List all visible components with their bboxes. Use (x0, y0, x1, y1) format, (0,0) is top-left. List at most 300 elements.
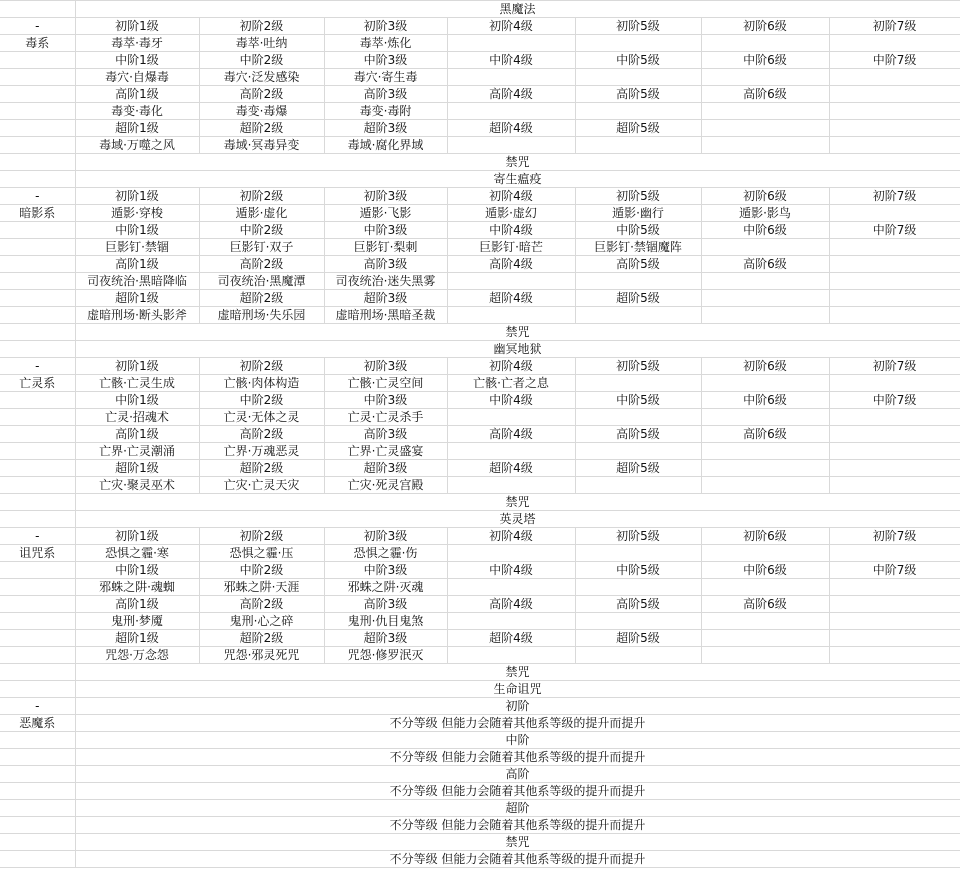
level-cell[interactable]: 初阶7级 (829, 528, 960, 545)
forbidden-label[interactable]: 禁咒 (75, 324, 960, 341)
level-cell[interactable]: 中阶2级 (199, 562, 324, 579)
spell-cell[interactable]: 咒怨·修罗泯灭 (324, 647, 447, 664)
spell-cell[interactable] (829, 137, 960, 154)
spell-cell[interactable] (447, 613, 575, 630)
spell-cell[interactable]: 恐惧之霾·伤 (324, 545, 447, 562)
cell-blank[interactable] (0, 579, 75, 596)
level-cell[interactable]: 中阶4级 (447, 222, 575, 239)
cell-blank[interactable] (0, 426, 75, 443)
level-cell[interactable]: 高阶2级 (199, 426, 324, 443)
spell-cell[interactable]: 遁影·影鸟 (701, 205, 829, 222)
section-name[interactable]: 诅咒系 (0, 545, 75, 562)
cell-blank[interactable] (0, 766, 75, 783)
forbidden-spell-name[interactable]: 生命诅咒 (75, 681, 960, 698)
level-cell[interactable]: 初阶6级 (701, 18, 829, 35)
spell-cell[interactable]: 巨影钉·禁锢魔阵 (575, 239, 701, 256)
spell-cell[interactable]: 恐惧之霾·寒 (75, 545, 199, 562)
spell-cell[interactable] (829, 205, 960, 222)
level-cell[interactable]: 超阶1级 (75, 460, 199, 477)
cell-blank[interactable] (0, 800, 75, 817)
level-row (0, 18, 960, 35)
level-cell[interactable]: 超阶3级 (324, 290, 447, 307)
spell-cell[interactable]: 毒萃·炼化 (324, 35, 447, 52)
level-cell[interactable]: 超阶4级 (447, 630, 575, 647)
level-cell[interactable] (701, 290, 829, 307)
spell-cell[interactable]: 邪蛛之阱·灭魂 (324, 579, 447, 596)
demon-tier-label[interactable]: 中阶 (75, 732, 960, 749)
level-cell[interactable]: 高阶3级 (324, 596, 447, 613)
spell-cell[interactable] (701, 103, 829, 120)
section-marker[interactable]: - (0, 528, 75, 545)
cell-blank[interactable] (0, 732, 75, 749)
spell-cell[interactable]: 毒萃·吐纳 (199, 35, 324, 52)
cell-blank[interactable] (0, 681, 75, 698)
cell-blank[interactable] (0, 460, 75, 477)
level-cell[interactable]: 高阶3级 (324, 426, 447, 443)
cell-blank[interactable] (0, 494, 75, 511)
cell-blank[interactable] (0, 103, 75, 120)
sheet-title[interactable]: 黑魔法 (75, 1, 960, 18)
spell-cell[interactable] (701, 307, 829, 324)
level-cell[interactable]: 超阶4级 (447, 460, 575, 477)
spell-cell[interactable] (701, 69, 829, 86)
spell-cell[interactable]: 亡骸·亡灵生成 (75, 375, 199, 392)
level-cell[interactable]: 中阶4级 (447, 562, 575, 579)
spell-cell[interactable]: 毒萃·毒牙 (75, 35, 199, 52)
section-name[interactable]: 恶魔系 (0, 715, 75, 732)
spell-cell[interactable] (575, 35, 701, 52)
spell-cell[interactable] (575, 375, 701, 392)
cell-blank[interactable] (0, 613, 75, 630)
level-cell[interactable]: 初阶7级 (829, 188, 960, 205)
level-cell[interactable]: 初阶2级 (199, 188, 324, 205)
level-cell[interactable] (701, 120, 829, 137)
level-cell[interactable]: 高阶1级 (75, 86, 199, 103)
level-cell[interactable] (829, 630, 960, 647)
spell-cell[interactable] (447, 409, 575, 426)
level-cell[interactable]: 高阶4级 (447, 86, 575, 103)
level-cell[interactable]: 中阶2级 (199, 392, 324, 409)
demon-tier-note[interactable]: 不分等级 但能力会随着其他系等级的提升而提升 (75, 851, 960, 868)
section-name[interactable]: 亡灵系 (0, 375, 75, 392)
level-cell[interactable]: 初阶2级 (199, 528, 324, 545)
spell-cell[interactable]: 毒穴·寄生毒 (324, 69, 447, 86)
level-cell[interactable]: 初阶5级 (575, 188, 701, 205)
level-cell[interactable] (829, 460, 960, 477)
spell-cell[interactable] (701, 137, 829, 154)
spell-cell[interactable]: 巨影钉·暗芒 (447, 239, 575, 256)
spell-cell[interactable]: 鬼刑·仇目鬼煞 (324, 613, 447, 630)
cell-blank[interactable] (0, 596, 75, 613)
level-cell[interactable]: 初阶1级 (75, 528, 199, 545)
level-cell[interactable] (829, 426, 960, 443)
spell-cell[interactable]: 亡骸·亡者之息 (447, 375, 575, 392)
spell-cell[interactable] (447, 647, 575, 664)
level-cell[interactable]: 高阶4级 (447, 596, 575, 613)
level-cell[interactable]: 中阶6级 (701, 52, 829, 69)
cell-blank[interactable] (0, 392, 75, 409)
level-cell[interactable]: 中阶6级 (701, 562, 829, 579)
spell-cell[interactable] (829, 613, 960, 630)
spell-cell[interactable]: 毒域·冥毒异变 (199, 137, 324, 154)
cell-blank[interactable] (0, 171, 75, 188)
level-cell[interactable]: 初阶1级 (75, 188, 199, 205)
spell-cell[interactable]: 司夜统治·迷失黑雾 (324, 273, 447, 290)
spell-cell[interactable]: 虚暗刑场·黑暗圣裁 (324, 307, 447, 324)
level-cell[interactable]: 初阶4级 (447, 528, 575, 545)
spell-cell[interactable]: 咒怨·万念怨 (75, 647, 199, 664)
cell-blank[interactable] (0, 69, 75, 86)
spell-cell[interactable]: 亡骸·亡灵空间 (324, 375, 447, 392)
spell-cell[interactable] (575, 409, 701, 426)
level-cell[interactable]: 高阶2级 (199, 596, 324, 613)
cell-blank[interactable] (0, 290, 75, 307)
cell-blank[interactable] (0, 324, 75, 341)
level-cell[interactable]: 超阶2级 (199, 460, 324, 477)
spell-cell[interactable] (701, 477, 829, 494)
spell-cell[interactable] (829, 477, 960, 494)
level-cell[interactable]: 高阶5级 (575, 426, 701, 443)
spell-cell[interactable] (447, 69, 575, 86)
level-cell[interactable]: 中阶7级 (829, 562, 960, 579)
forbidden-label[interactable]: 禁咒 (75, 494, 960, 511)
level-cell[interactable]: 高阶6级 (701, 596, 829, 613)
level-cell[interactable]: 初阶2级 (199, 18, 324, 35)
forbidden-label[interactable]: 禁咒 (75, 664, 960, 681)
spell-cell[interactable] (829, 103, 960, 120)
level-cell[interactable]: 初阶5级 (575, 18, 701, 35)
spell-cell[interactable]: 毒变·毒化 (75, 103, 199, 120)
spell-cell[interactable] (575, 137, 701, 154)
demon-row (0, 800, 960, 817)
spell-cell[interactable] (829, 273, 960, 290)
spell-cell[interactable]: 毒变·毒爆 (199, 103, 324, 120)
spell-cell[interactable]: 亡骸·肉体构造 (199, 375, 324, 392)
level-cell[interactable]: 高阶6级 (701, 426, 829, 443)
spell-cell[interactable]: 亡灵·亡灵杀手 (324, 409, 447, 426)
spell-cell[interactable]: 虚暗刑场·失乐园 (199, 307, 324, 324)
spell-cell[interactable]: 司夜统治·黑魔潭 (199, 273, 324, 290)
cell-blank[interactable] (0, 341, 75, 358)
cell-blank[interactable] (0, 630, 75, 647)
cell-blank[interactable] (0, 834, 75, 851)
level-cell[interactable]: 中阶1级 (75, 52, 199, 69)
level-cell[interactable]: 初阶5级 (575, 528, 701, 545)
spell-cell[interactable]: 亡灾·亡灵天灾 (199, 477, 324, 494)
spell-cell[interactable] (575, 273, 701, 290)
level-cell[interactable]: 高阶4级 (447, 426, 575, 443)
cell-blank[interactable] (0, 647, 75, 664)
level-cell[interactable]: 中阶3级 (324, 52, 447, 69)
level-cell[interactable]: 初阶6级 (701, 528, 829, 545)
level-cell[interactable]: 高阶1级 (75, 256, 199, 273)
spell-cell[interactable] (701, 409, 829, 426)
cell-blank[interactable] (0, 851, 75, 868)
level-cell[interactable]: 中阶5级 (575, 222, 701, 239)
level-cell[interactable]: 初阶4级 (447, 358, 575, 375)
level-cell[interactable]: 高阶3级 (324, 256, 447, 273)
section-marker[interactable]: - (0, 358, 75, 375)
demon-tier-label[interactable]: 初阶 (75, 698, 960, 715)
spell-cell[interactable] (829, 579, 960, 596)
section-marker[interactable]: - (0, 698, 75, 715)
spell-cell[interactable] (575, 69, 701, 86)
level-cell[interactable]: 中阶5级 (575, 392, 701, 409)
level-cell[interactable]: 超阶2级 (199, 630, 324, 647)
level-cell[interactable]: 高阶1级 (75, 596, 199, 613)
spell-cell[interactable]: 毒变·毒附 (324, 103, 447, 120)
spell-cell[interactable] (447, 35, 575, 52)
spell-cell[interactable] (701, 545, 829, 562)
level-cell[interactable]: 高阶5级 (575, 86, 701, 103)
level-cell[interactable]: 中阶6级 (701, 222, 829, 239)
spell-cell[interactable]: 巨影钉·梨刺 (324, 239, 447, 256)
level-cell[interactable]: 初阶6级 (701, 188, 829, 205)
spell-cell[interactable]: 毒穴·自爆毒 (75, 69, 199, 86)
spell-cell[interactable]: 亡界·万魂恶灵 (199, 443, 324, 460)
spell-cell[interactable]: 亡界·亡灵盛宴 (324, 443, 447, 460)
level-cell[interactable]: 中阶2级 (199, 222, 324, 239)
spell-cell[interactable]: 遁影·飞影 (324, 205, 447, 222)
spell-cell[interactable] (447, 545, 575, 562)
level-row (0, 307, 960, 324)
level-cell[interactable]: 高阶2级 (199, 256, 324, 273)
cell-blank[interactable] (0, 562, 75, 579)
level-cell[interactable]: 高阶5级 (575, 596, 701, 613)
cell-blank[interactable] (0, 1, 75, 18)
spell-cell[interactable] (829, 545, 960, 562)
cell-blank[interactable] (0, 443, 75, 460)
section-marker[interactable]: - (0, 18, 75, 35)
spell-cell[interactable]: 鬼刑·心之碎 (199, 613, 324, 630)
spell-cell[interactable] (447, 443, 575, 460)
section-name[interactable]: 毒系 (0, 35, 75, 52)
spell-cell[interactable]: 毒域·万噬之风 (75, 137, 199, 154)
level-cell[interactable]: 初阶3级 (324, 188, 447, 205)
spell-cell[interactable] (575, 613, 701, 630)
spell-cell[interactable] (829, 307, 960, 324)
spell-cell[interactable] (701, 375, 829, 392)
level-cell[interactable]: 超阶1级 (75, 120, 199, 137)
forbidden-label-row (0, 154, 960, 171)
spell-cell[interactable]: 遁影·虚化 (199, 205, 324, 222)
level-cell[interactable]: 高阶1级 (75, 426, 199, 443)
spell-cell[interactable]: 毒域·腐化界域 (324, 137, 447, 154)
level-cell[interactable]: 超阶5级 (575, 630, 701, 647)
spell-cell[interactable]: 恐惧之霾·压 (199, 545, 324, 562)
cell-blank[interactable] (0, 86, 75, 103)
cell-blank[interactable] (0, 239, 75, 256)
spell-cell[interactable] (447, 579, 575, 596)
spell-cell[interactable] (447, 477, 575, 494)
spell-cell[interactable] (701, 647, 829, 664)
spell-cell[interactable]: 亡灵·无体之灵 (199, 409, 324, 426)
cell-blank[interactable] (0, 664, 75, 681)
level-cell[interactable]: 超阶5级 (575, 460, 701, 477)
level-cell[interactable]: 超阶2级 (199, 290, 324, 307)
spell-cell[interactable]: 遁影·幽行 (575, 205, 701, 222)
demon-tier-label[interactable]: 高阶 (75, 766, 960, 783)
level-cell[interactable]: 中阶7级 (829, 392, 960, 409)
cell-blank[interactable] (0, 307, 75, 324)
spell-cell[interactable] (447, 307, 575, 324)
level-cell[interactable] (701, 630, 829, 647)
level-cell[interactable]: 中阶7级 (829, 222, 960, 239)
spell-cell[interactable] (701, 443, 829, 460)
spell-cell[interactable]: 遁影·虚幻 (447, 205, 575, 222)
cell-blank[interactable] (0, 783, 75, 800)
level-cell[interactable]: 中阶6级 (701, 392, 829, 409)
spell-cell[interactable] (575, 477, 701, 494)
level-cell[interactable]: 超阶3级 (324, 630, 447, 647)
level-cell[interactable]: 中阶1级 (75, 222, 199, 239)
spell-cell[interactable] (829, 239, 960, 256)
forbidden-spell-name[interactable]: 英灵塔 (75, 511, 960, 528)
demon-tier-label[interactable]: 禁咒 (75, 834, 960, 851)
level-cell[interactable]: 超阶5级 (575, 120, 701, 137)
level-cell[interactable]: 初阶5级 (575, 358, 701, 375)
spell-cell[interactable]: 亡灵·招魂术 (75, 409, 199, 426)
spell-cell[interactable]: 亡界·亡灵潮涌 (75, 443, 199, 460)
level-cell[interactable]: 中阶3级 (324, 222, 447, 239)
level-cell[interactable]: 高阶4级 (447, 256, 575, 273)
spell-cell[interactable]: 虚暗刑场·断头影斧 (75, 307, 199, 324)
level-cell[interactable]: 中阶4级 (447, 392, 575, 409)
spell-cell[interactable] (829, 409, 960, 426)
spell-cell[interactable] (447, 137, 575, 154)
section-name[interactable]: 暗影系 (0, 205, 75, 222)
level-cell[interactable]: 中阶3级 (324, 562, 447, 579)
section-marker[interactable]: - (0, 188, 75, 205)
level-cell[interactable]: 初阶6级 (701, 358, 829, 375)
spell-cell[interactable] (575, 647, 701, 664)
level-cell[interactable]: 中阶1级 (75, 392, 199, 409)
cell-blank[interactable] (0, 222, 75, 239)
demon-tier-note[interactable]: 不分等级 但能力会随着其他系等级的提升而提升 (75, 749, 960, 766)
level-cell[interactable]: 超阶5级 (575, 290, 701, 307)
spell-cell[interactable]: 巨影钉·双子 (199, 239, 324, 256)
level-cell[interactable] (701, 460, 829, 477)
cell-blank[interactable] (0, 120, 75, 137)
forbidden-name-row (0, 341, 960, 358)
level-cell[interactable]: 高阶3级 (324, 86, 447, 103)
spell-cell[interactable] (701, 273, 829, 290)
level-cell[interactable]: 初阶1级 (75, 18, 199, 35)
spell-cell[interactable] (701, 579, 829, 596)
spell-cell[interactable] (575, 545, 701, 562)
level-cell[interactable] (829, 256, 960, 273)
spell-cell[interactable] (829, 35, 960, 52)
spell-cell[interactable] (447, 273, 575, 290)
cell-blank[interactable] (0, 154, 75, 171)
spell-cell[interactable]: 邪蛛之阱·天涯 (199, 579, 324, 596)
level-cell[interactable]: 初阶4级 (447, 188, 575, 205)
demon-tier-label[interactable]: 超阶 (75, 800, 960, 817)
spell-cell[interactable] (701, 613, 829, 630)
spell-cell[interactable] (575, 443, 701, 460)
level-cell[interactable]: 高阶6级 (701, 256, 829, 273)
level-cell[interactable]: 初阶7级 (829, 358, 960, 375)
level-cell[interactable]: 初阶3级 (324, 528, 447, 545)
level-cell[interactable]: 超阶4级 (447, 120, 575, 137)
spell-cell[interactable]: 巨影钉·禁锢 (75, 239, 199, 256)
spell-cell[interactable] (829, 647, 960, 664)
level-cell[interactable]: 超阶4级 (447, 290, 575, 307)
spell-cell[interactable]: 司夜统治·黑暗降临 (75, 273, 199, 290)
spell-cell[interactable] (829, 443, 960, 460)
spell-cell[interactable] (575, 307, 701, 324)
level-cell[interactable]: 初阶3级 (324, 18, 447, 35)
spell-cell[interactable] (575, 103, 701, 120)
forbidden-label[interactable]: 禁咒 (75, 154, 960, 171)
cell-blank[interactable] (0, 137, 75, 154)
level-cell[interactable]: 中阶7级 (829, 52, 960, 69)
cell-blank[interactable] (0, 273, 75, 290)
level-cell[interactable]: 中阶1级 (75, 562, 199, 579)
level-cell[interactable] (829, 120, 960, 137)
level-cell[interactable]: 高阶6级 (701, 86, 829, 103)
demon-tier-note[interactable]: 不分等级 但能力会随着其他系等级的提升而提升 (75, 783, 960, 800)
spell-cell[interactable] (701, 239, 829, 256)
level-cell[interactable]: 超阶3级 (324, 460, 447, 477)
cell-blank[interactable] (0, 511, 75, 528)
level-cell[interactable]: 高阶2级 (199, 86, 324, 103)
level-cell[interactable]: 中阶5级 (575, 562, 701, 579)
level-cell[interactable]: 初阶7级 (829, 18, 960, 35)
spell-cell[interactable]: 遁影·穿梭 (75, 205, 199, 222)
spell-cell[interactable]: 邪蛛之阱·魂蜘 (75, 579, 199, 596)
level-cell[interactable]: 超阶3级 (324, 120, 447, 137)
forbidden-spell-name[interactable]: 幽冥地狱 (75, 341, 960, 358)
level-cell[interactable] (829, 290, 960, 307)
spell-cell[interactable]: 鬼刑·梦魇 (75, 613, 199, 630)
level-cell[interactable]: 高阶5级 (575, 256, 701, 273)
spell-cell[interactable]: 毒穴·泛发感染 (199, 69, 324, 86)
level-cell[interactable] (829, 86, 960, 103)
spell-cell[interactable] (575, 579, 701, 596)
level-cell[interactable]: 超阶1级 (75, 290, 199, 307)
level-cell[interactable]: 初阶4级 (447, 18, 575, 35)
spell-cell[interactable] (447, 103, 575, 120)
level-cell[interactable]: 初阶2级 (199, 358, 324, 375)
level-row (0, 443, 960, 460)
spell-cell[interactable]: 咒怨·邪灵死咒 (199, 647, 324, 664)
cell-blank[interactable] (0, 256, 75, 273)
demon-tier-note[interactable]: 不分等级 但能力会随着其他系等级的提升而提升 (75, 715, 960, 732)
spell-cell[interactable] (829, 69, 960, 86)
cell-blank[interactable] (0, 749, 75, 766)
level-cell[interactable]: 中阶4级 (447, 52, 575, 69)
cell-blank[interactable] (0, 817, 75, 834)
spell-cell[interactable]: 亡灾·聚灵巫术 (75, 477, 199, 494)
demon-tier-note[interactable]: 不分等级 但能力会随着其他系等级的提升而提升 (75, 817, 960, 834)
level-cell[interactable]: 中阶5级 (575, 52, 701, 69)
level-cell[interactable]: 超阶1级 (75, 630, 199, 647)
level-cell[interactable]: 超阶2级 (199, 120, 324, 137)
cell-blank[interactable] (0, 477, 75, 494)
level-cell[interactable]: 中阶3级 (324, 392, 447, 409)
level-cell[interactable] (829, 596, 960, 613)
spell-cell[interactable] (829, 375, 960, 392)
spell-cell[interactable] (701, 35, 829, 52)
spell-cell[interactable]: 亡灾·死灵宫殿 (324, 477, 447, 494)
level-cell[interactable]: 初阶3级 (324, 358, 447, 375)
level-cell[interactable]: 中阶2级 (199, 52, 324, 69)
forbidden-spell-name[interactable]: 寄生瘟疫 (75, 171, 960, 188)
cell-blank[interactable] (0, 52, 75, 69)
level-cell[interactable]: 初阶1级 (75, 358, 199, 375)
cell-blank[interactable] (0, 409, 75, 426)
